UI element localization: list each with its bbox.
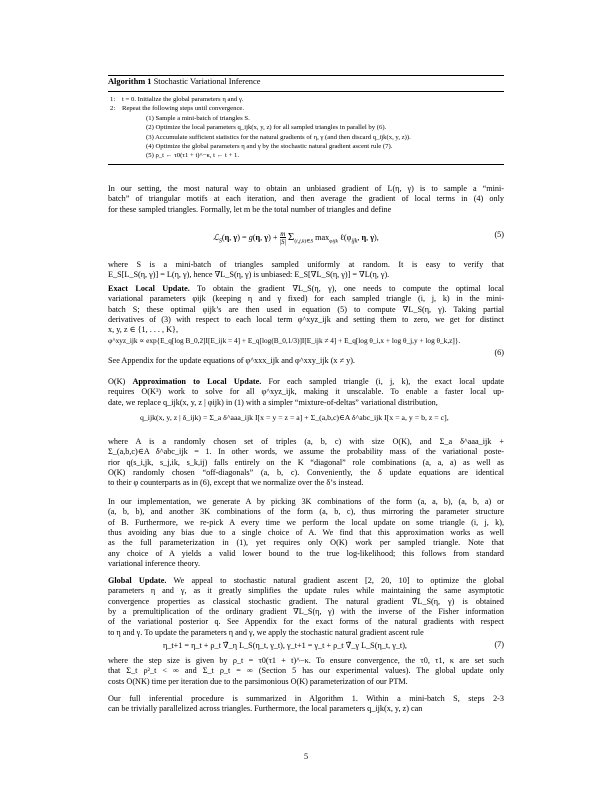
- algorithm-step-text: Repeat the following steps until convergence.: [122, 105, 245, 113]
- text-line: costs O(NK) time per iteration due to the parsimonious O(K) parameterization of our PTM.: [108, 676, 408, 686]
- text-line: E_S[L_S(η, γ)] = L(η, γ), hence ∇L_S(η, γ) is unbiased: E_S[∇L_S(η, γ)] = ∇L(η, γ).: [108, 270, 390, 280]
- text-line: Global Update. We appeal to stochastic natural gradient ascent [2, 20, 10] to optimize the global: [108, 576, 504, 585]
- text-line: where A is a randomly chosen set of triples (a, b, c) with size O(K), and Σ_a δ^aaa_ijk +: [108, 437, 504, 446]
- algorithm-step: [108, 133, 504, 142]
- text-line: convergence properties as classical stochastic gradient. The natural gradient ∇̃L_S(η, γ) is obtained: [108, 596, 504, 606]
- text-line: variational inference theory.: [108, 559, 200, 569]
- algorithm-step-text: (2) Optimize the local parameters q_ijk(x, y, z) for all sampled triangles in parallel by (6).: [146, 124, 387, 132]
- text-line: of B. Furthermore, we re-pick A every time we perform the local update on some triangle (i, j, k),: [108, 517, 504, 527]
- algorithm-step-text: (4) Optimize the global parameters η and γ by the stochastic natural gradient ascent rule (7).: [146, 142, 393, 150]
- text-line: to their φ counterparts as in (6), except that we normalize over the δ’s instead.: [108, 478, 364, 488]
- algorithm-bottom-rule: [108, 164, 504, 165]
- text-line: In our implementation, we generate A by picking 3K combinations of the form (a, a, b), (a, b, a) or: [108, 497, 504, 506]
- text-line: O(K) Approximation to Local Update. For each sampled triangle (i, j, k), the exact local update: [108, 377, 504, 386]
- text-line: parameters η and γ, as it greatly simplifies the update rules while maintaining the same asymptotic: [108, 586, 504, 596]
- text-line: where S is a mini-batch of triangles sampled uniformly at random. It is easy to verify that: [108, 260, 504, 269]
- algorithm-title: Stochastic Variational Inference: [153, 77, 261, 86]
- paragraph: [108, 356, 504, 366]
- page-number: 5: [303, 752, 309, 761]
- text-line: batch” of triangular motifs at each iteration, and then average the gradient of local terms in (4) only: [108, 194, 504, 204]
- text-line: variational parameters φijk (keeping η and γ fixed) for each sampled triangle (i, j, k) in the mini-: [108, 294, 504, 304]
- algorithm-step-text: (3) Accumulate sufficient statistics for the natural gradients of η, γ (and then discard q_ijk(x, y, z)).: [146, 133, 411, 141]
- algorithm-step: [108, 151, 504, 160]
- text-line: (a, b, b), and another 3K combinations of the form (a, b, c), thus mirroring the parameter structure: [108, 507, 504, 517]
- algorithm-mid-rule: [108, 91, 504, 92]
- equation-7-body: η_t+1 = η_t + ρ_t ∇̃_η L_S(η_t, γ_t), γ_t+1 = γ_t + ρ_t ∇̃_γ L_S(η_t, γ_t),: [163, 641, 407, 650]
- paragraph-global-update: [108, 576, 504, 638]
- algorithm-step-text: t = 0. Initialize the global parameters η and γ.: [122, 96, 244, 103]
- text-line: Our full inferential procedure is summarized in Algorithm 1. Within a mini-batch S, steps 2-3: [108, 694, 504, 703]
- text-line: for these sampled triangles. Formally, let m be the total number of triangles and define: [108, 204, 392, 214]
- equation-7-number: (7): [494, 640, 504, 649]
- text-line: x, y, z ∈ {1, . . . , K},: [108, 325, 179, 335]
- text-line: rior q(s_i,jk, s_j,ik, s_k,ij) falls entirely on the K “diagonal” role combinations (a, a, a) as well as: [108, 457, 504, 467]
- text-line: O(K) randomly chosen “off-diagonals” (a, b, c). Conveniently, the δ update equations are identical: [108, 468, 504, 478]
- equation-6-number: (6): [494, 348, 504, 357]
- text-line: that Σ_t ρ²_t < ∞ and Σ_t ρ_t = ∞ (Section 5 has our experimental values). The global update only: [108, 666, 504, 676]
- text-line: thus avoiding any bias due to a single choice of A. We find that this approximation works as well: [108, 528, 504, 538]
- text-line: any choice of A yields a valid lower bound to the true log-likelihood; this follows from standard: [108, 548, 504, 558]
- algorithm-caption: [108, 76, 504, 87]
- paragraph: [108, 437, 504, 489]
- paragraph: [108, 656, 504, 687]
- text-line: requires O(K³) work to solve for all φ^xyz_ijk, making it unscalable. To enable a faster local up-: [108, 387, 504, 397]
- paragraph-approximation: [108, 377, 504, 408]
- equation-6-body: φ^xyz_ijk ∝ exp{E_q[log B_0,2]I[E_ijk = 4] + E_q[log(B_0,1/3)]I[E_ijk ≠ 4] + E_q[log θ_i,x + log θ_j,y + log θ_k,z]}.: [108, 336, 461, 345]
- paragraph: [108, 260, 504, 281]
- paragraph: [108, 694, 504, 715]
- text-line: derivatives of (3) with respect to each local term φ^xyz_ijk and setting them to zero, we get for distinct: [108, 315, 504, 325]
- algorithm-step: [108, 95, 504, 104]
- algorithm-step: [108, 123, 504, 132]
- algorithm-label: Algorithm 1: [108, 77, 152, 86]
- equation-7: [108, 640, 504, 654]
- paragraph: [108, 184, 504, 215]
- text-line: to η and γ. To update the parameters η and γ, we apply the stochastic natural gradient ascent rule: [108, 627, 424, 637]
- text-line: as the full parameterization in (1), yet requires only O(K) work per sampled triangle. Note that: [108, 538, 504, 548]
- text-line: where the step size is given by ρ_t = τ0(τ1 + t)^−κ. To ensure convergence, the τ0, τ1, κ are set such: [108, 656, 504, 665]
- algorithm-step-text: (1) Sample a mini-batch of triangles S.: [146, 114, 250, 122]
- text-line: batch S; these optimal φijk’s are then used in equation (5) to compute ∇L_S(η, γ). Taking partial: [108, 304, 504, 314]
- text-line: by a premultiplication of the ordinary gradient ∇L_S(η, γ) with the inverse of the Fisher information: [108, 607, 504, 617]
- text-line: Σ_(a,b,c)∈A δ^abc_ijk = 1. In other words, we assume the probability mass of the variational poste-: [108, 447, 504, 457]
- algorithm-step-number: 2:: [110, 105, 116, 113]
- algorithm-step-text: (5) ρ_t ← τ0(τ1 + t)^−κ, t ← t + 1.: [146, 152, 240, 160]
- paragraph-exact-local-update: [108, 284, 504, 336]
- algorithm-step-number: 1:: [110, 96, 116, 103]
- paragraph: [108, 497, 504, 569]
- text-line: In our setting, the most natural way to obtain an unbiased gradient of L(η, γ) is to sample a “mini-: [108, 184, 504, 193]
- text-line: See Appendix for the update equations of φ^xxx_ijk and φ^xxy_ijk (x ≠ y).: [108, 356, 355, 365]
- equation-delta: [108, 413, 504, 427]
- text-line: Exact Local Update. To obtain the gradient ∇L_S(η, γ), one needs to compute the optimal local: [108, 284, 504, 293]
- equation-5: ℒ$_S$(η, γ) = g(η, $\gamma) + \frac{m}{|S|} \Sigma_{(i,j,k)\in S}$ $\max_{\varphi ijk}$ $\ell(\varphi_{ijk}$, η, γ), (5): [213, 230, 504, 246]
- algorithm-step: [108, 104, 504, 113]
- text-line: can be trivially parallelized across triangles. Furthermore, the local parameters q_ijk(x, y, z) can: [108, 704, 423, 714]
- algorithm-steps: [108, 95, 504, 161]
- text-line: date, we replace q_ijk(x, y, z | φijk) in (1) with a simpler “mixture-of-deltas” variational distribution,: [108, 397, 438, 407]
- algorithm-step: [108, 142, 504, 151]
- equation-5-number: (5): [494, 230, 504, 239]
- text-line: of the variational posterior q. See Appendix for the exact forms of the natural gradients with respect: [108, 617, 504, 627]
- equation-delta-body: q_ijk(x, y, z | δ_ijk) = Σ_a δ^aaa_ijk I[x = y = z = a] + Σ_(a,b,c)∈A δ^abc_ijk I[x = a, y = b, z = c],: [140, 413, 449, 422]
- algorithm-step: [108, 114, 504, 123]
- equation-6: [108, 336, 504, 357]
